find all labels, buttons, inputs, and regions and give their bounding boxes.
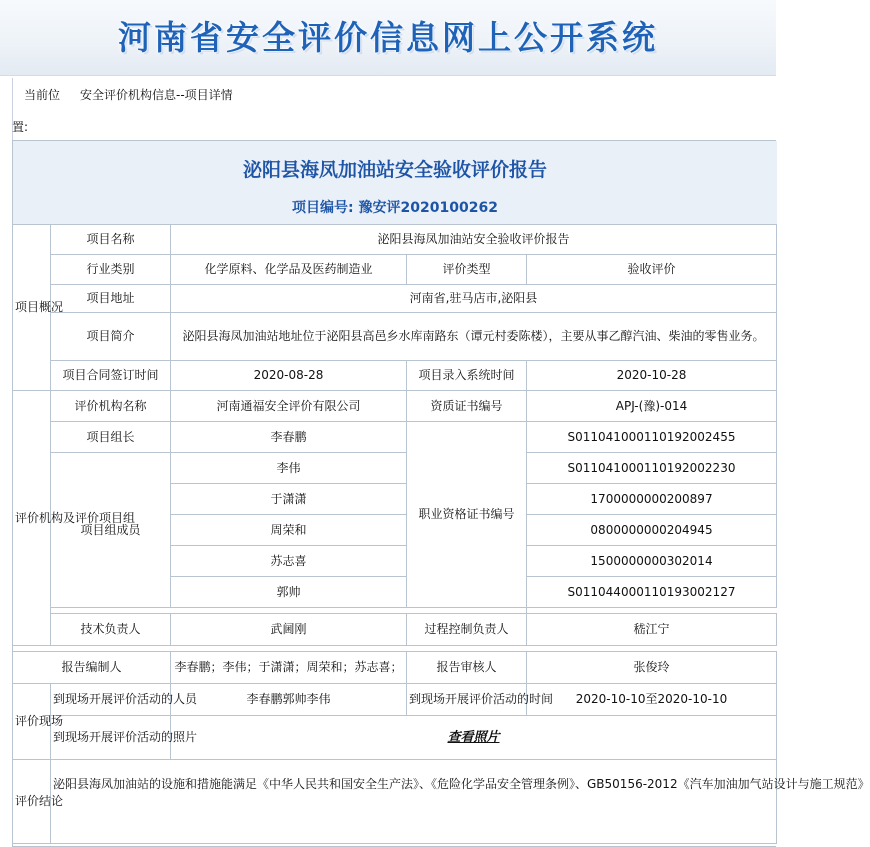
value-report-author: 李春鹏；李伟；于潇潇；周荣和；苏志喜；	[171, 652, 407, 684]
member-cert: S011044000110193002127	[527, 577, 777, 608]
label-report-author: 报告编制人	[13, 652, 171, 684]
value-onsite-time: 2020-10-10至2020-10-10	[527, 684, 777, 716]
label-agency-name: 评价机构名称	[51, 391, 171, 422]
report-code	[13, 197, 777, 217]
report-code-value: 豫安评2020100262	[358, 200, 498, 216]
label-intro: 项目简介	[51, 313, 171, 361]
member-cert: S011041000110192002230	[527, 453, 777, 484]
site-title: 河南省安全评价信息网上公开系统	[118, 18, 658, 57]
section-conclusion: 评价结论	[13, 760, 51, 844]
label-qual-cert: 职业资格证书编号	[407, 422, 527, 608]
member-cert: 0800000000204945	[527, 515, 777, 546]
label-leader: 项目组长	[51, 422, 171, 453]
label-eval-type: 评价类型	[407, 255, 527, 285]
value-agency-name: 河南通福安全评价有限公司	[171, 391, 407, 422]
value-leader-cert: S011041000110192002455	[527, 422, 777, 453]
section-overview: 项目概况	[13, 225, 51, 391]
member-name: 李伟	[171, 453, 407, 484]
member-cert: 1700000000200897	[527, 484, 777, 515]
label-report-reviewer: 报告审核人	[407, 652, 527, 684]
member-name: 周荣和	[171, 515, 407, 546]
report-header	[13, 141, 777, 225]
label-industry: 行业类别	[51, 255, 171, 285]
label-process-lead: 过程控制负责人	[407, 614, 527, 646]
photo-cell	[171, 716, 777, 760]
value-conclusion: 泌阳县海凤加油站的设施和措施能满足《中华人民共和国安全生产法》、《危险化学品安全管理条例》、GB50156-2012《汽车加油加气站设计与施工规范》	[51, 760, 777, 844]
value-project-name: 泌阳县海凤加油站安全验收评价报告	[171, 225, 777, 255]
value-onsite-people: 李春鹏郭帅李伟	[171, 684, 407, 716]
site-banner	[0, 0, 776, 76]
member-name: 苏志喜	[171, 546, 407, 577]
value-contract-time: 2020-08-28	[171, 361, 407, 391]
member-cert: 1500000000302014	[527, 546, 777, 577]
value-eval-type: 验收评价	[527, 255, 777, 285]
report-title: 泌阳县海凤加油站安全验收评价报告	[242, 159, 547, 181]
value-tech-lead: 武阃刚	[171, 614, 407, 646]
value-cert-no: APJ-(豫)-014	[527, 391, 777, 422]
label-project-name: 项目名称	[51, 225, 171, 255]
value-leader: 李春鹏	[171, 422, 407, 453]
project-detail-table	[12, 224, 870, 844]
label-address: 项目地址	[51, 285, 171, 313]
section-agency: 评价机构及评价项目组	[13, 391, 51, 646]
value-report-reviewer: 张俊玲	[527, 652, 777, 684]
value-process-lead: 嵇江宁	[527, 614, 777, 646]
label-entry-time: 项目录入系统时间	[407, 361, 527, 391]
value-intro: 泌阳县海凤加油站地址位于泌阳县高邑乡水库南路东（谭元村委陈楼），主要从事乙醇汽油、柴油的零售业务。	[171, 313, 777, 361]
label-cert-no: 资质证书编号	[407, 391, 527, 422]
label-tech-lead: 技术负责人	[51, 614, 171, 646]
label-contract-time: 项目合同签订时间	[51, 361, 171, 391]
label-onsite-people: 到现场开展评价活动的人员	[51, 684, 171, 716]
value-address: 河南省,驻马店市,泌阳县	[171, 285, 777, 313]
label-onsite-time: 到现场开展评价活动的时间	[407, 684, 527, 716]
view-photos-link[interactable]: 查看照片	[447, 730, 500, 745]
label-members: 项目组成员	[51, 453, 171, 608]
label-onsite-photos: 到现场开展评价活动的照片	[51, 716, 171, 760]
report-code-label: 项目编号:	[292, 200, 354, 216]
value-entry-time: 2020-10-28	[527, 361, 777, 391]
breadcrumb-label-cont: 置:	[12, 120, 29, 134]
member-name: 于潇潇	[171, 484, 407, 515]
breadcrumb-path: 安全评价机构信息--项目详情	[80, 88, 233, 102]
section-onsite: 评价现场	[13, 684, 51, 760]
breadcrumb-label: 当前位	[24, 88, 61, 102]
value-industry: 化学原料、化学品及医药制造业	[171, 255, 407, 285]
member-name: 郭帅	[171, 577, 407, 608]
